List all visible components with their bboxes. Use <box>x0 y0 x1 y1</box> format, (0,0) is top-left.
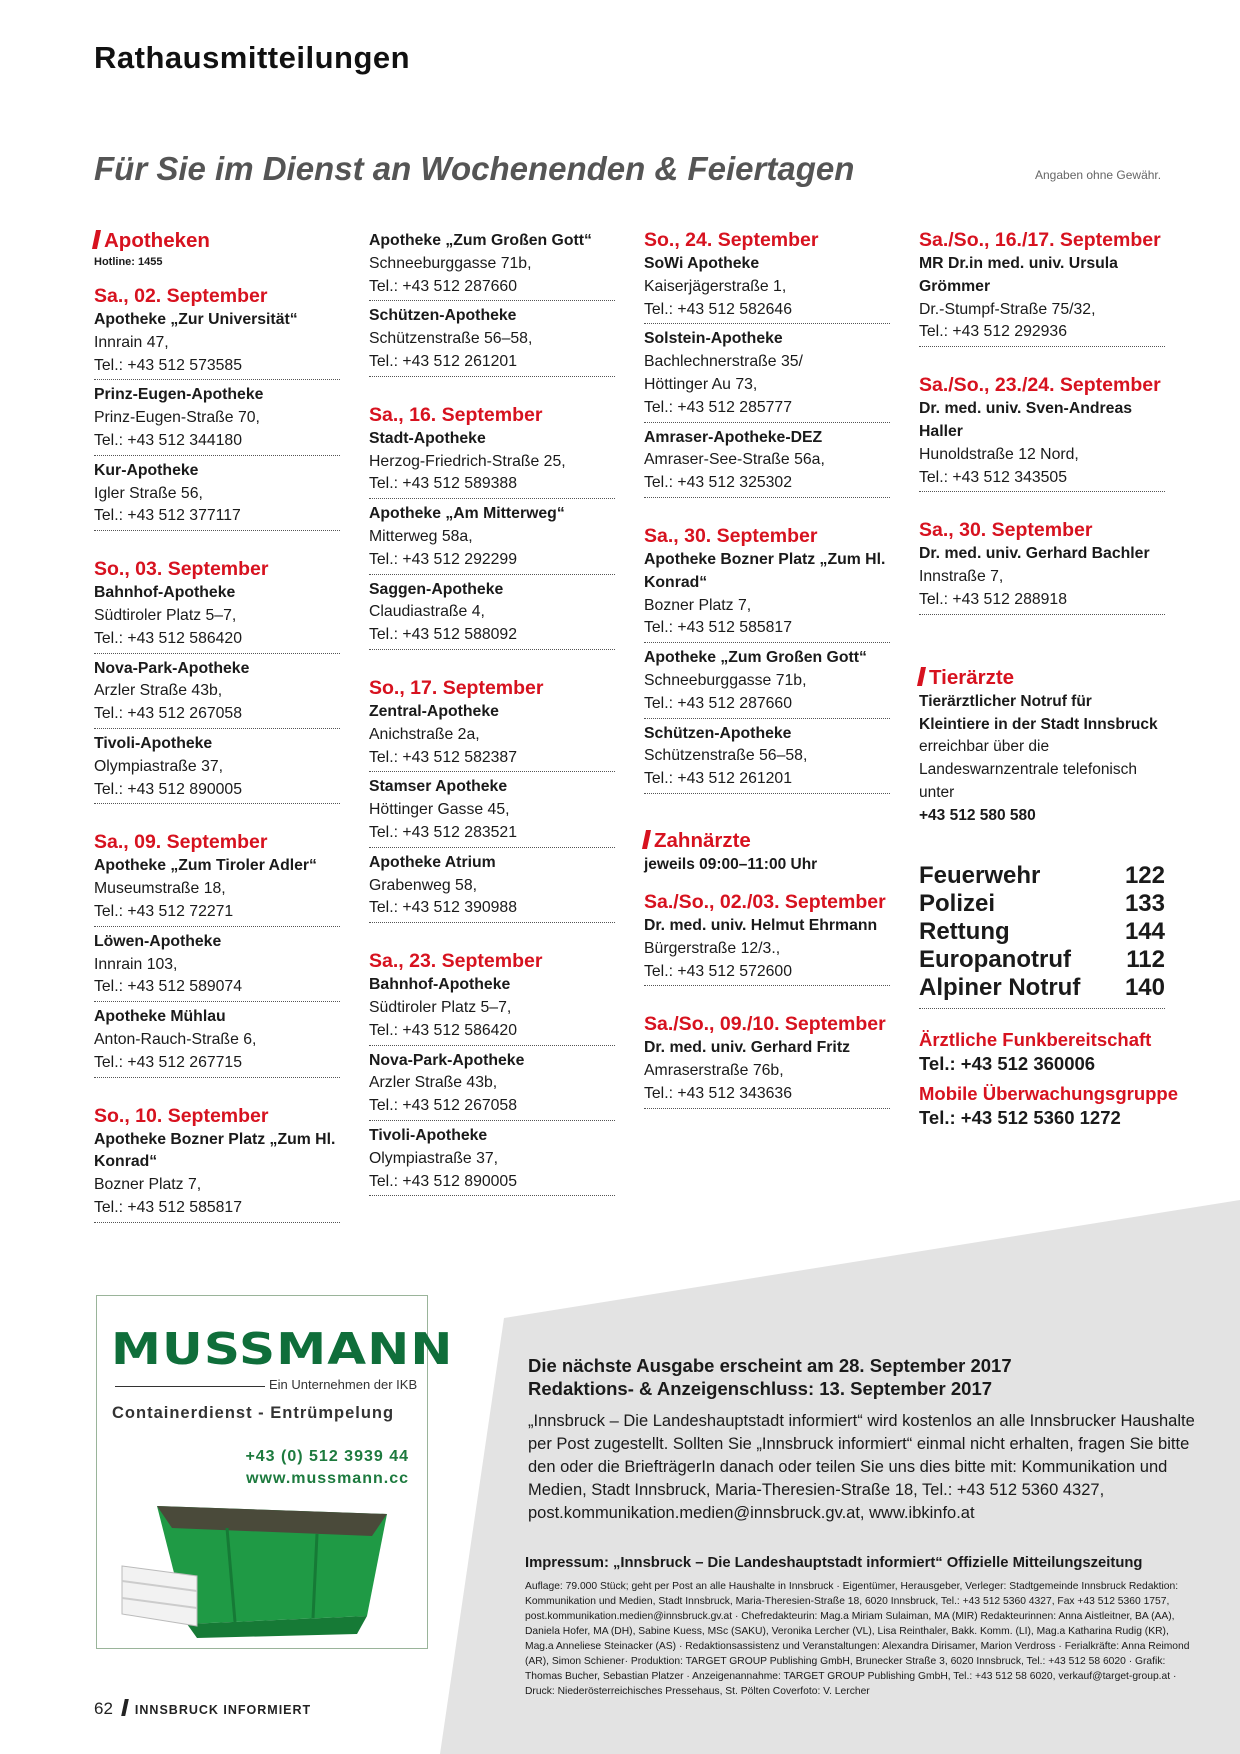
entry-line: Tel.: +43 512 287660 <box>369 277 518 295</box>
entry-line: Tel.: +43 512 890005 <box>94 780 243 798</box>
hotline: Hotline: 1455 <box>94 256 163 268</box>
pharmacy-list <box>644 228 890 794</box>
next-issue-date: Die nächste Ausgabe erscheint am 28. September 2017 <box>528 1355 1012 1376</box>
mobile-title: Mobile Überwachungsgruppe <box>919 1083 1179 1104</box>
entry-line: Museumstraße 18, <box>94 880 226 898</box>
entry-name: Kur-Apotheke <box>94 461 199 479</box>
date-heading: Sa., 09. September <box>94 831 268 854</box>
entry-name: Apotheke Mühlau <box>94 1008 226 1026</box>
entry-line: Tel.: +43 512 292936 <box>919 323 1068 341</box>
accent-bar <box>917 667 926 686</box>
pharmacy-list <box>94 284 340 1223</box>
entry-line: Claudiastraße 4, <box>369 603 485 621</box>
tieraerzte-text: Tierärztlicher Notruf für Kleintiere in der Stadt Innsbruck erreichbar über die Landeswarnzentrale telefonisch unter +43 512 580 580 <box>919 691 1165 828</box>
entry-line: Tel.: +43 512 288918 <box>919 590 1068 608</box>
entry-name: Prinz-Eugen-Apotheke <box>94 386 264 404</box>
entry-line: Höttinger Gasse 45, <box>369 801 510 819</box>
entry-line: Tel.: +43 512 572600 <box>644 962 793 980</box>
page-footer <box>94 1699 311 1719</box>
entry-line: Tel.: +43 512 267715 <box>94 1053 243 1071</box>
list-item <box>369 503 615 574</box>
date-heading: Sa., 23. September <box>369 950 543 973</box>
entry-name: Nova-Park-Apotheke <box>369 1051 525 1069</box>
section-title: Für Sie im Dienst an Wochenenden & Feiertagen <box>94 150 855 187</box>
entry-name: Apotheke „Zum Großen Gott“ <box>369 232 592 249</box>
date-heading: Sa./So., 09./10. September <box>644 1013 886 1036</box>
entry-line: Tel.: +43 512 377117 <box>94 507 241 525</box>
list-item <box>94 658 340 729</box>
list-item <box>94 582 340 653</box>
entry-line: Tel.: +43 512 261201 <box>644 770 793 788</box>
column-3 <box>644 228 890 1113</box>
emergency-row <box>919 862 1165 890</box>
entry-line: Tel.: +43 512 586420 <box>94 629 243 647</box>
list-item <box>369 701 615 772</box>
funk-tel: Tel.: +43 512 360006 <box>919 1053 1096 1074</box>
footer-bar <box>121 1699 129 1716</box>
ibkinfo-link[interactable]: www.ibkinfo.at <box>869 1504 975 1522</box>
date-heading: Sa., 30. September <box>919 519 1093 542</box>
list-item <box>369 852 615 923</box>
dentist-list <box>644 890 890 1109</box>
entry-line: Tel.: +43 512 261201 <box>369 352 518 370</box>
entry-line: Tel.: +43 512 390988 <box>369 899 518 917</box>
list-item <box>94 309 340 380</box>
emergency-number: 112 <box>1126 946 1165 973</box>
list-item <box>369 428 615 499</box>
apotheken-heading: Apotheken <box>94 228 340 254</box>
entry-line: Tel.: +43 512 573585 <box>94 356 243 374</box>
entry-line: Tel.: +43 512 285777 <box>644 398 793 416</box>
entry-name: Löwen-Apotheke <box>94 932 222 950</box>
container-illustration <box>117 1496 417 1641</box>
entry-line: Schützenstraße 56–58, <box>369 330 533 348</box>
column-2 <box>369 230 615 1200</box>
entry-name: Dr. med. univ. Helmut Ehrmann <box>644 916 878 934</box>
date-heading: Sa./So., 16./17. September <box>919 229 1161 251</box>
list-item <box>369 1050 615 1121</box>
entry-line: Tel.: +43 512 283521 <box>369 823 518 841</box>
entry-line: Tel.: +43 512 343636 <box>644 1084 793 1102</box>
entry-name: Apotheke Atrium <box>369 853 496 871</box>
date-heading: Sa., 02. September <box>94 285 268 307</box>
list-item <box>644 328 890 422</box>
entry-line: Olympiastraße 37, <box>369 1149 499 1167</box>
entry-line: Mitterweg 58a, <box>369 527 473 545</box>
funk-title: Ärztliche Funkbereitschaft <box>919 1029 1152 1050</box>
entry-name: MR Dr.in med. univ. Ursula Grömmer <box>919 255 1118 295</box>
entry-line: Schützenstraße 56–58, <box>644 747 808 765</box>
date-heading: Sa./So., 02./03. September <box>644 890 886 913</box>
page-number: 62 <box>94 1699 113 1718</box>
list-item <box>94 855 340 926</box>
entry-line: Bachlechnerstraße 35/ <box>644 353 803 371</box>
emergency-number: 122 <box>1124 862 1165 889</box>
date-heading: Sa., 16. September <box>369 403 543 426</box>
entry-line: Tel.: +43 512 585817 <box>644 619 793 637</box>
list-item <box>644 647 890 718</box>
entry-name: Dr. med. univ. Gerhard Bachler <box>919 545 1150 563</box>
list-item <box>94 1006 340 1077</box>
entry-name: Saggen-Apotheke <box>369 580 504 598</box>
accent-bar <box>92 230 101 249</box>
ad-subline: Ein Unternehmen der IKB <box>269 1377 418 1392</box>
list-item <box>369 579 615 650</box>
list-item <box>94 733 340 804</box>
entry-name: Apotheke Bozner Platz „Zum Hl. Konrad“ <box>644 550 886 591</box>
entry-line: Tel.: +43 512 890005 <box>369 1172 518 1190</box>
ad-phone: +43 (0) 512 3939 44 <box>245 1448 409 1465</box>
entry-line: Bozner Platz 7, <box>644 596 752 614</box>
list-item <box>644 427 890 498</box>
entry-name: Schützen-Apotheke <box>644 724 792 742</box>
entry-line: Tel.: +43 512 72271 <box>94 902 234 920</box>
ad-website: www.mussmann.cc <box>246 1470 409 1487</box>
tieraerzte-phone: +43 512 580 580 <box>919 806 1036 824</box>
entry-line: Amraserstraße 76b, <box>644 1062 784 1080</box>
entry-line: Tel.: +43 512 343505 <box>919 468 1068 486</box>
entry-line: Tel.: +43 512 267058 <box>94 705 243 723</box>
entry-line: Arzler Straße 43b, <box>94 682 223 700</box>
entry-line: Tel.: +43 512 582387 <box>369 748 518 766</box>
entry-line: Innstraße 7, <box>919 568 1004 586</box>
entry-name: Tivoli-Apotheke <box>369 1126 488 1144</box>
entry-line: Tel.: +43 512 589388 <box>369 475 518 493</box>
entry-line: Tel.: +43 512 292299 <box>369 550 518 568</box>
list-item <box>94 1129 340 1223</box>
date-heading: Sa., 30. September <box>644 524 818 547</box>
list-item <box>644 1037 890 1108</box>
zahnaerzte-heading: Zahnärzte <box>644 828 890 854</box>
emergency-label: Rettung <box>919 918 1010 945</box>
entry-name: Apotheke Bozner Platz „Zum Hl. Konrad“ <box>94 1130 336 1171</box>
date-heading: So., 24. September <box>644 229 819 251</box>
entry-line: Dr.-Stumpf-Straße 75/32, <box>919 300 1096 318</box>
entry-name: Stadt-Apotheke <box>369 429 486 447</box>
entry-line: Höttinger Au 73, <box>644 375 758 393</box>
emergency-label: Alpiner Notruf <box>919 974 1081 1001</box>
entry-line: Tel.: +43 512 344180 <box>94 431 243 449</box>
entry-name: Bahnhof-Apotheke <box>369 976 511 994</box>
entry-name: Solstein-Apotheke <box>644 330 783 348</box>
list-item <box>644 253 890 324</box>
emergency-row <box>919 890 1165 918</box>
column-4 <box>919 228 1165 828</box>
deadline: Redaktions- & Anzeigenschluss: 13. September 2017 <box>528 1378 993 1399</box>
emergency-label: Feuerwehr <box>919 862 1041 889</box>
entry-name: Bahnhof-Apotheke <box>94 584 236 602</box>
entry-line: Arzler Straße 43b, <box>369 1074 498 1092</box>
entry-name: Schützen-Apotheke <box>369 307 517 325</box>
emergency-number: 133 <box>1124 890 1165 917</box>
entry-line: Kaiserjägerstraße 1, <box>644 277 787 295</box>
entry-name: Dr. med. univ. Gerhard Fritz <box>644 1039 850 1057</box>
next-issue-info <box>528 1354 1208 1525</box>
entry-line: Grabenweg 58, <box>369 876 478 894</box>
entry-name: Amraser-Apotheke-DEZ <box>644 428 823 446</box>
date-heading: So., 10. September <box>94 1104 269 1127</box>
emergency-row <box>919 974 1165 1002</box>
entry-line: Tel.: +43 512 325302 <box>644 474 793 492</box>
entry-name: Zentral-Apotheke <box>369 702 499 720</box>
list-item <box>644 915 890 986</box>
emergency-extra <box>919 1028 1179 1136</box>
disclaimer: Angaben ohne Gewähr. <box>1035 168 1162 182</box>
page-title: Rathausmitteilungen <box>94 40 411 75</box>
date-heading: So., 03. September <box>94 558 269 581</box>
entry-line: Amraser-See-Straße 56a, <box>644 451 825 469</box>
entry-name: Apotheke „Zum Großen Gott“ <box>644 649 867 667</box>
list-item <box>644 549 890 643</box>
entry-line: Olympiastraße 37, <box>94 757 224 775</box>
mobile-tel: Tel.: +43 512 5360 1272 <box>919 1107 1121 1128</box>
ad-service: Containerdienst - Entrümpelung <box>112 1404 395 1422</box>
entry-line: Tel.: +43 512 582646 <box>644 300 793 318</box>
entry-line: Tel.: +43 512 287660 <box>644 694 793 712</box>
emergency-row <box>919 946 1165 974</box>
entry-line: Schneeburggasse 71b, <box>369 254 532 272</box>
entry-line: Bürgerstraße 12/3., <box>644 939 781 957</box>
entry-name: Apotheke „Zur Universität“ <box>94 311 298 328</box>
entry-name: Apotheke „Zum Tiroler Adler“ <box>94 857 317 875</box>
emergency-numbers <box>919 862 1165 1009</box>
date-heading: Sa./So., 23./24. September <box>919 374 1161 397</box>
mussmann-advertisement[interactable] <box>96 1295 454 1649</box>
publication-name: INNSBRUCK INFORMIERT <box>134 1703 312 1717</box>
emergency-row <box>919 918 1165 946</box>
list-item <box>94 931 340 1002</box>
entry-line: Anton-Rauch-Straße 6, <box>94 1030 257 1048</box>
entry-line: Tel.: +43 512 588092 <box>369 626 518 644</box>
entry-line: Südtiroler Platz 5–7, <box>94 606 237 624</box>
list-item <box>919 398 1165 492</box>
list-item <box>369 974 615 1045</box>
dentist-list <box>919 228 1165 615</box>
entry-line: Tel.: +43 512 586420 <box>369 1021 518 1039</box>
entry-line: Südtiroler Platz 5–7, <box>369 998 512 1016</box>
logo-rule <box>115 1386 265 1387</box>
entry-line: Herzog-Friedrich-Straße 25, <box>369 452 566 470</box>
entry-line: Tel.: +43 512 585817 <box>94 1198 243 1216</box>
entry-line: Prinz-Eugen-Straße 70, <box>94 409 260 427</box>
entry-name: Dr. med. univ. Sven-Andreas Haller <box>919 400 1133 440</box>
entry-line: Schneeburggasse 71b, <box>644 671 807 689</box>
list-item <box>644 723 890 794</box>
entry-name: Nova-Park-Apotheke <box>94 659 250 677</box>
entry-line: Bozner Platz 7, <box>94 1176 202 1194</box>
entry-line: Tel.: +43 512 589074 <box>94 978 243 996</box>
list-item <box>919 543 1165 614</box>
zahnaerzte-note: jeweils 09:00–11:00 Uhr <box>644 855 818 873</box>
entry-line: Innrain 47, <box>94 333 169 351</box>
impressum-text: Auflage: 79.000 Stück; geht per Post an alle Haushalte in Innsbruck · Eigentümer, Herausgeber, Verleger: Stadtgemeinde Innsbruck Redaktion: Kommunikation und Medien, Stadt Innsbruck, Maria-Theresien-Straße 18, 6020 Innsbruck, Tel.: +43 512 5360 4327, Fax +43 512 5360 1757, post.kommunikation.medien@innsbruck.gv.at · Chefredakteurin: Mag.a Miriam Sulaiman, MA (MIR) Redakteurinnen: Anna Aistleitner, BA (AA), Daniela Hofer, MA (DH), Sabine Kuess, MSc (SAKU), Veronika Lercher (VL), Lisa Reinthaler, Bakk. Komm. (LI), Mag.a Katharina Rudig (KR), Mag.a Anneliese Steinacker (AS) · Redaktionsassistenz und Veranstaltungen: Alexandra Dirisamer, Marion Verdross · Ferialkräfte: Anna Reimond (AR), Simon Schiener· Produktion: TARGET GROUP Publishing GmbH, Brunecker Straße 3, 6020 Innsbruck, Tel.: +43 512 58 6020 · Grafik: Thomas Bucher, Sebastian Platzer · Anzeigenannahme: TARGET GROUP Publishing GmbH, Tel.: +43 512 58 6020, verkauf@target-group.at · Druck: Niederösterreichisches Pressehaus, St. Pölten Coverfoto: V. Lercher <box>525 1581 1190 1697</box>
list-item <box>94 384 340 455</box>
list-item <box>919 253 1165 347</box>
pharmacy-list <box>369 230 615 1196</box>
entry-line: Tel.: +43 512 267058 <box>369 1097 518 1115</box>
mussmann-logo: MUSSMANN <box>111 1324 454 1375</box>
entry-name: Tivoli-Apotheke <box>94 734 213 752</box>
list-item <box>369 776 615 847</box>
entry-line: Igler Straße 56, <box>94 484 203 502</box>
entry-line: Hunoldstraße 12 Nord, <box>919 445 1079 463</box>
impressum <box>525 1553 1195 1699</box>
next-issue-body: „Innsbruck – Die Landeshauptstadt informiert“ wird kostenlos an alle Innsbrucker Haushalte per Post zugestellt. Sollten Sie „Innsbruck informiert“ einmal nicht erhalten, fragen Sie bitte den oder die BriefträgerIn danach oder teilen Sie uns dies bitte mit: Kommunikation und Medien, Stadt Innsbruck, Maria-Theresien-Straße 18, Tel.: +43 512 5360 4327, post.kommunikation.medien@innsbruck.gv.at, www.ibkinfo.at <box>528 1412 1195 1522</box>
entry-name: SoWi Apotheke <box>644 255 760 272</box>
emergency-number: 144 <box>1124 918 1165 945</box>
accent-bar <box>642 830 651 849</box>
column-1 <box>94 228 340 1227</box>
entry-line: Anichstraße 2a, <box>369 725 480 743</box>
entry-name: Apotheke „Am Mitterweg“ <box>369 505 565 523</box>
list-item <box>94 460 340 531</box>
impressum-title: Impressum: „Innsbruck – Die Landeshauptstadt informiert“ Offizielle Mitteilungszeitung <box>525 1555 1143 1571</box>
emergency-number: 140 <box>1124 974 1165 1001</box>
date-heading: So., 17. September <box>369 676 544 699</box>
list-item <box>369 1125 615 1196</box>
entry-line: Innrain 103, <box>94 955 178 973</box>
list-item <box>369 230 615 301</box>
emergency-label: Europanotruf <box>919 946 1071 973</box>
tieraerzte-heading: Tierärzte <box>919 665 1165 691</box>
entry-name: Stamser Apotheke <box>369 778 508 796</box>
list-item <box>369 305 615 376</box>
emergency-label: Polizei <box>919 890 996 917</box>
